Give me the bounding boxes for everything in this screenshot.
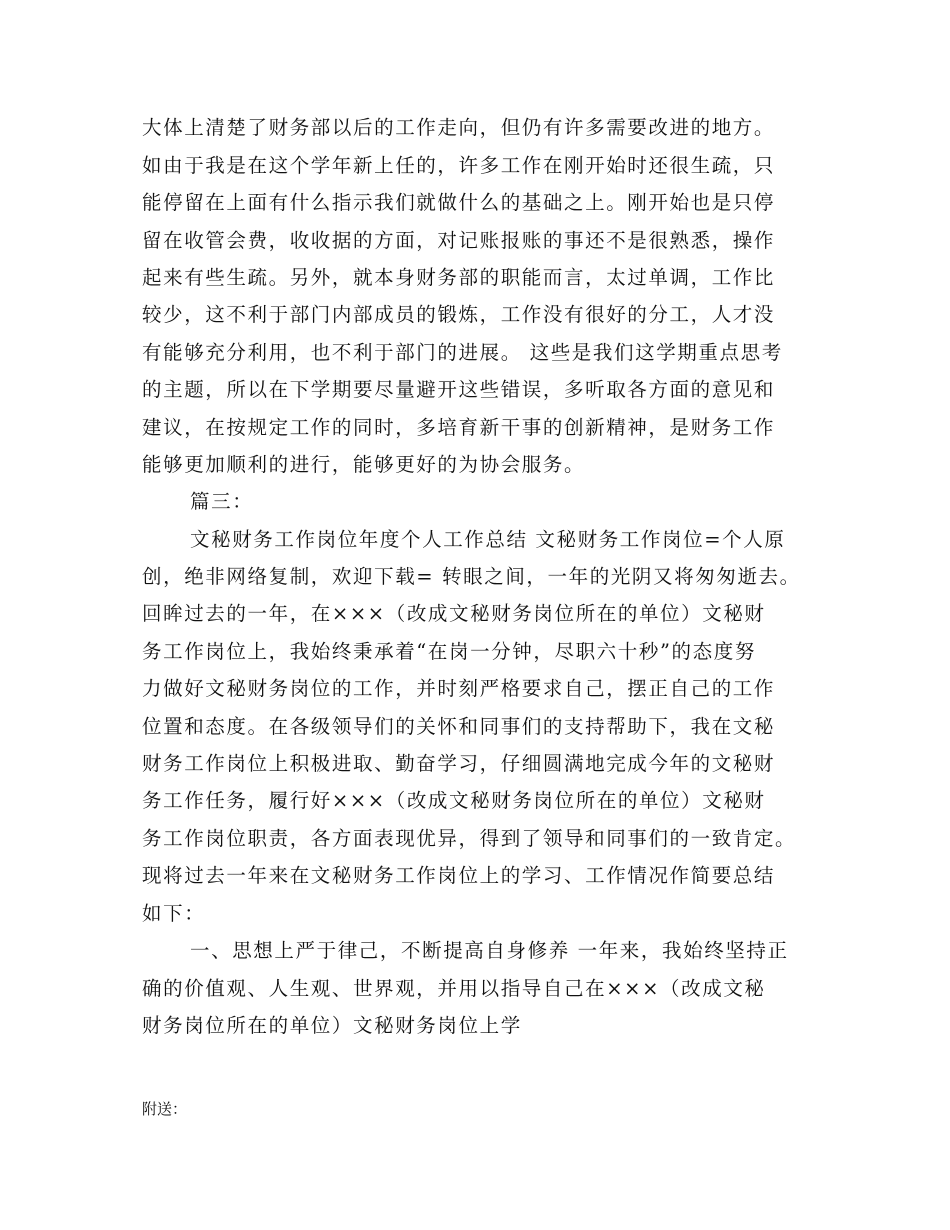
text-line: 留在收管会费，收收据的方面，对记账报账的事还不是很熟悉，操作: [142, 229, 776, 252]
text-line: 文秘财务工作岗位年度个人工作总结 文秘财务工作岗位=个人原: [190, 528, 786, 551]
text-line: 务工作任务，履行好×××（改成文秘财务岗位所在的单位）文秘财: [142, 789, 766, 812]
section-heading: 篇三：: [190, 490, 254, 513]
text-line: 务工作岗位上，我始终秉承着“在岗一分钟，尽职六十秒”的态度努: [142, 640, 756, 663]
text-line: 能够更加顺利的进行，能够更好的为协会服务。: [142, 453, 586, 476]
text-line: 回眸过去的一年，在×××（改成文秘财务岗位所在的单位）文秘财: [142, 602, 766, 625]
text-line: 较少，这不利于部门内部成员的锻炼，工作没有很好的分工，人才没: [142, 303, 776, 326]
text-line: 现将过去一年来在文秘财务工作岗位上的学习、工作情况作简要总结: [142, 864, 776, 887]
text-line: 有能够充分利用，也不利于部门的进展。 这些是我们这学期重点思考: [142, 341, 783, 364]
text-line: 大体上清楚了财务部以后的工作走向，但仍有许多需要改进的地方。: [142, 116, 776, 139]
text-line: 财务工作岗位上积极进取、勤奋学习，仔细圆满地完成今年的文秘财: [142, 752, 776, 775]
text-line: 位置和态度。在各级领导们的关怀和同事们的支持帮助下，我在文秘: [142, 715, 776, 738]
text-line: 能停留在上面有什么指示我们就做什么的基础之上。刚开始也是只停: [142, 191, 776, 214]
text-line: 如下：: [142, 902, 206, 925]
text-line: 务工作岗位职责，各方面表现优异，得到了领导和同事们的一致肯定。: [142, 827, 797, 850]
text-line: 起来有些生疏。另外，就本身财务部的职能而言，太过单调，工作比: [142, 266, 776, 289]
text-line: 财务岗位所在的单位）文秘财务岗位上学: [142, 1014, 522, 1037]
text-line: 如由于我是在这个学年新上任的，许多工作在刚开始时还很生疏，只: [142, 154, 776, 177]
text-line: 创，绝非网络复制，欢迎下载= 转眼之间，一年的光阴又将匆匆逝去。: [142, 565, 801, 588]
text-line: 力做好文秘财务岗位的工作，并时刻严格要求自己，摆正自己的工作: [142, 677, 776, 700]
text-line: 一、思想上严于律己，不断提高自身修养 一年来，我始终坚持正: [190, 939, 789, 962]
text-line: 的主题，所以在下学期要尽量避开这些错误，多听取各方面的意见和: [142, 378, 776, 401]
text-line: 确的价值观、人生观、世界观，并用以指导自己在×××（改成文秘: [142, 977, 766, 1000]
footer-label: 附送：: [142, 1100, 188, 1118]
text-line: 建议，在按规定工作的同时，多培育新干事的创新精神，是财务工作: [142, 416, 776, 439]
